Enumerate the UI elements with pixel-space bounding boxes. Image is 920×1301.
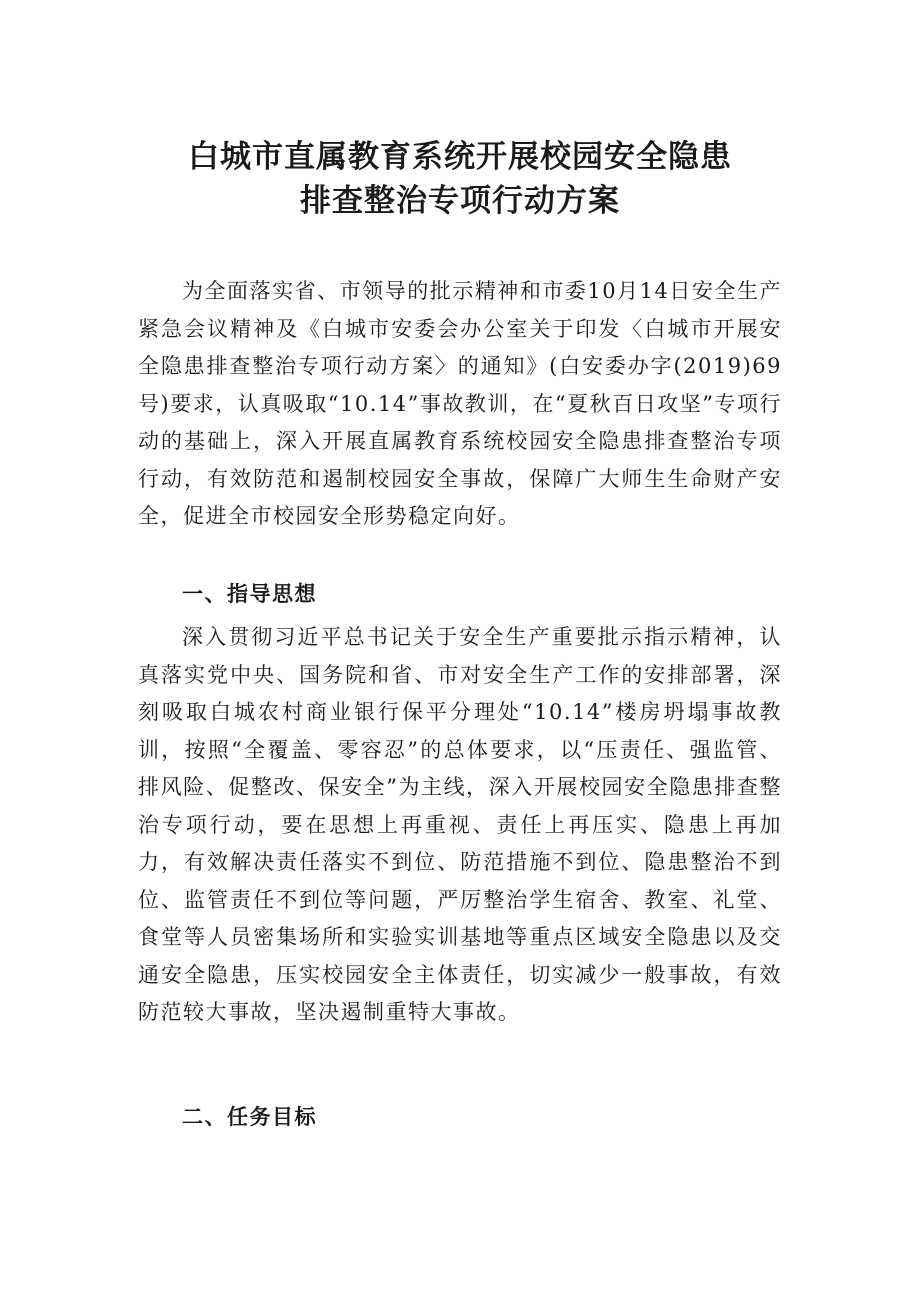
- document-title-line-1: 白城市直属教育系统开展校园安全隐患: [188, 139, 732, 175]
- intro-paragraph: 为全面落实省、市领导的批示精神和市委10月14日安全生产紧急会议精神及《白城市安委会办公室关于印发〈白城市开展安全隐患排查整治专项行动方案〉的通知》(白安委办字(2019)69号)要求，认真吸取“10.14”事故教训，在“夏秋百日攻坚”专项行动的基础上，深入开展直属教育系统校园安全隐患排查整治专项行动，有效防范和遏制校园安全事故，保障广大师生生命财产安全，促进全市校园安全形势稳定向好。: [138, 279, 782, 528]
- document-title-line-2: 排查整治专项行动方案: [300, 183, 620, 219]
- guiding-ideology-paragraph: 深入贯彻习近平总书记关于安全生产重要批示指示精神，认真落实党中央、国务院和省、市对安全生产工作的安排部署，深刻吸取白城农村商业银行保平分理处“10.14”楼房坍塌事故教训，按照“全覆盖、零容忍”的总体要求，以“压责任、强监管、排风险、促整改、保安全”为主线，深入开展校园安全隐患排查整治专项行动，要在思想上再重视、责任上再压实、隐患上再加力，有效解决责任落实不到位、防范措施不到位、隐患整治不到位、监管责任不到位等问题，严厉整治学生宿舍、教室、礼堂、食堂等人员密集场所和实验实训基地等重点区域安全隐患以及交通安全隐患，压实校园安全主体责任，切实减少一般事故，有效防范较大事故，坚决遏制重特大事故。: [138, 625, 782, 1024]
- section-heading-task-objectives: 二、任务目标: [182, 1105, 317, 1129]
- section-heading-guiding-ideology: 一、指导思想: [182, 582, 317, 606]
